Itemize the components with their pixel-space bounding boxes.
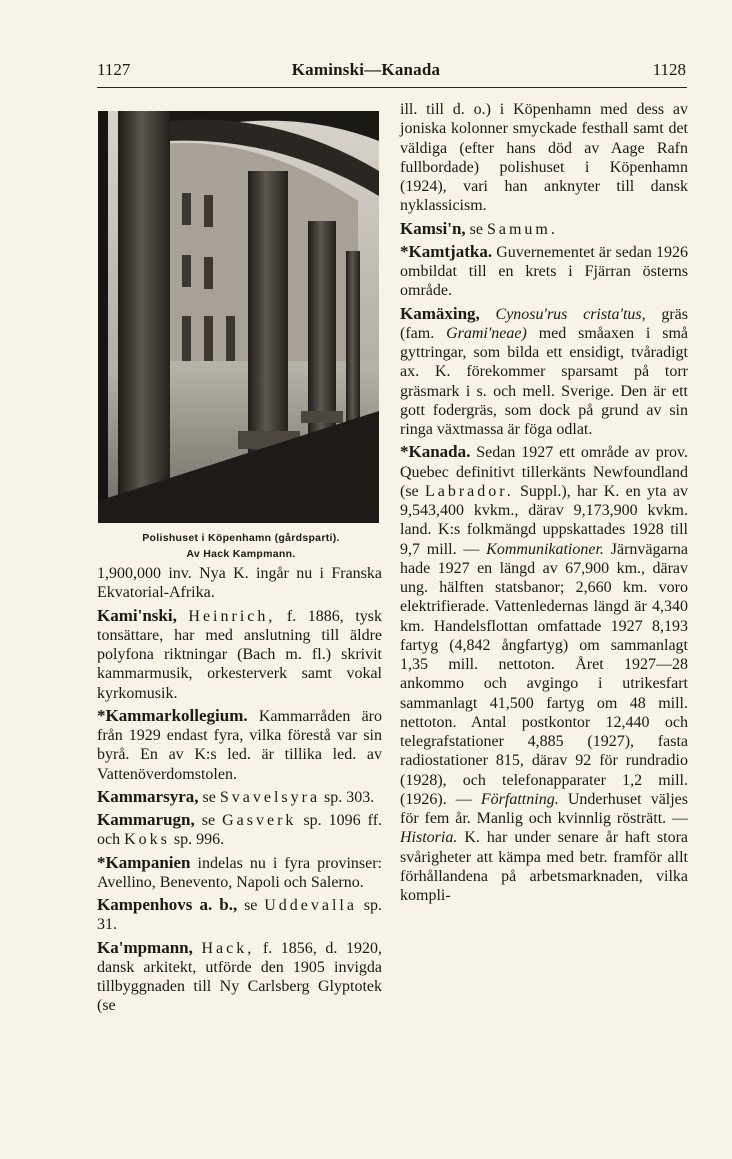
- headword: Kammarugn,: [97, 810, 195, 829]
- cross-reference: Samum.: [486, 220, 558, 238]
- entry-continuation: 1,900,000 inv. Nya K. ingår nu i Franska Ekvatorial-Afrika.: [97, 565, 382, 602]
- entry-text: indelas nu i fyra provinser: Avellino, Benevento, Napoli och Salerno.: [97, 854, 382, 891]
- subheading: Historia.: [400, 829, 458, 847]
- photo-police-courtyard: [98, 111, 379, 523]
- entry-kampmann: [97, 938, 382, 1016]
- headword: *Kampanien: [97, 852, 191, 872]
- name-spaced: Heinrich,: [188, 607, 276, 625]
- entry-text: sp. 31.: [97, 897, 382, 934]
- subheading: Kommunikationer.: [486, 540, 604, 558]
- entry-kanada: [400, 442, 688, 905]
- entry-kampenhovs: [97, 895, 382, 935]
- headword: Kami'nski,: [97, 605, 177, 625]
- running-head: Kaminski—Kanada: [291, 60, 441, 79]
- entry-kamtjatka: [400, 242, 688, 301]
- subheading: Författning.: [480, 790, 559, 808]
- entry-text: K. har under senare år haft stora svårigheter att kämpa med betr. framför allt förhållandena på arbetsmarknaden, vilka kompli-: [400, 829, 688, 904]
- entry-text: Suppl.), har K. en yta av 9,543,400 kvkm., därav 9,173,900 kvkm. land. K:s folkmängd uppskattades 1928 till 9,7 mill. —: [400, 482, 688, 558]
- header-rule: [97, 87, 687, 88]
- cross-reference: Svavelsyra: [219, 788, 321, 806]
- headword: Kammarsyra,: [97, 786, 199, 806]
- cross-reference: Koks: [124, 831, 170, 849]
- headword: Kamäxing,: [400, 303, 480, 323]
- entry-kamsin: [400, 219, 688, 239]
- headword: Kamsi'n,: [400, 218, 466, 238]
- headword: *Kammarkollegium.: [97, 705, 248, 725]
- page-number-right: 1128: [652, 60, 686, 79]
- cross-reference: Gasverk: [222, 812, 297, 829]
- family-name: Grami'neae): [446, 324, 527, 342]
- headword: *Kamtjatka.: [400, 241, 493, 261]
- entry-kammarkollegium: [97, 706, 382, 784]
- cross-reference: Labrador.: [424, 482, 514, 500]
- entry-text: med småaxen i små gyttringar, som bilda ett ensidigt, tvåradigt ax. K. förekommer sparsamt på torr gräsmark i s. och mell. Sverige. Den är ett gott fodergräs, som dock på grund av sin ringa växtmassa är föga odlat.: [400, 324, 689, 438]
- entry-text: Guvernementet är sedan 1926 ombildat till en krets i Fjärran österns område.: [400, 243, 688, 300]
- entry-text: Kammarråden äro från 1929 endast fyra, vilka förestå var sin byrå. En av K:s led. är tillika led. av Vattenöverdomstolen.: [97, 707, 383, 783]
- entry-continuation: ill. till d. o.) i Köpenhamn med dess av joniska kolonner smyckade festhall samt det väldiga (efter hans död av Aage Rafn fullbordade) polishuset i Köpenhamn (1924), vari han anknyter till dansk nyklassicism.: [400, 101, 688, 215]
- entry-kammarsyra: [97, 787, 382, 807]
- entry-kamaxing: [400, 304, 688, 440]
- entry-text: Underhuset väljes för fem år. Manlig och kvinnlig rösträtt. —: [400, 790, 689, 827]
- latin-name: Cynosu'rus crista'tus,: [495, 305, 646, 323]
- see-word: se: [201, 812, 216, 829]
- entry-text: f. 1856, d. 1920, dansk arkitekt, utförde den 1905 invigda tillbyggnaden till Ny Carlsberg Glyptotek (se: [97, 939, 383, 1015]
- photo-caption: [96, 530, 386, 562]
- right-column: [400, 100, 688, 905]
- headword: Kampenhovs a. b.,: [97, 895, 238, 914]
- see-word: se: [469, 220, 483, 238]
- entry-text: sp. 1096 ff. och: [97, 812, 383, 849]
- cross-reference: Uddevalla: [264, 897, 357, 914]
- see-word: se: [244, 897, 258, 914]
- entry-text: Järnvägarna hade 1927 en längd av 67,900 km., därav ung. hälften statsbanor; 2,660 km. voro elektrifierade. Vattenledernas längd är 4,340 km. Handelsflottan omfattade 1927 8,193 fartyg (4,842 ångfartyg) om sammanlagt 1,35 mill. nettoton. Året 1927—28 ankommo och avgingo i utrikesfart sammanlagt 41,500 fartyg om 48 mill. nettoton. Antal postkontor 12,440 och telegrafstationer 4,885 (1927), fasta radiostationer 815, därav 92 för rundradio (1928), och telefonapparater 1,2 mill. (1926). —: [400, 540, 689, 808]
- caption-credit: Av Hack Kampmann.: [186, 548, 296, 560]
- entry-text: gräs (fam.: [400, 305, 688, 342]
- entry-text: f. 1886, tysk tonsättare, har med anslutning till äldre polyfona riktningar (Bach m. fl.) skrivit kammarmusik, orkesterverk samt vokal kyrkomusik.: [97, 607, 383, 702]
- entry-kammarugn: [97, 810, 382, 850]
- entry-text: sp. 996.: [173, 831, 225, 849]
- see-word: se: [202, 788, 216, 806]
- entry-text: Sedan 1927 ett område av prov. Quebec definitivt tillerkänts Newfoundland (se: [400, 444, 688, 500]
- caption-line: Polishuset i Köpenhamn (gårdsparti).: [142, 532, 340, 544]
- entry-kampanien: [97, 853, 382, 893]
- page-number-left: 1127: [97, 60, 131, 79]
- headword: Ka'mpmann,: [97, 937, 193, 957]
- entry-text: sp. 303.: [324, 788, 375, 806]
- headword: *Kanada.: [400, 442, 471, 462]
- left-column: [97, 564, 382, 1016]
- entry-kaminski: [97, 606, 382, 703]
- name-spaced: Hack,: [201, 939, 255, 957]
